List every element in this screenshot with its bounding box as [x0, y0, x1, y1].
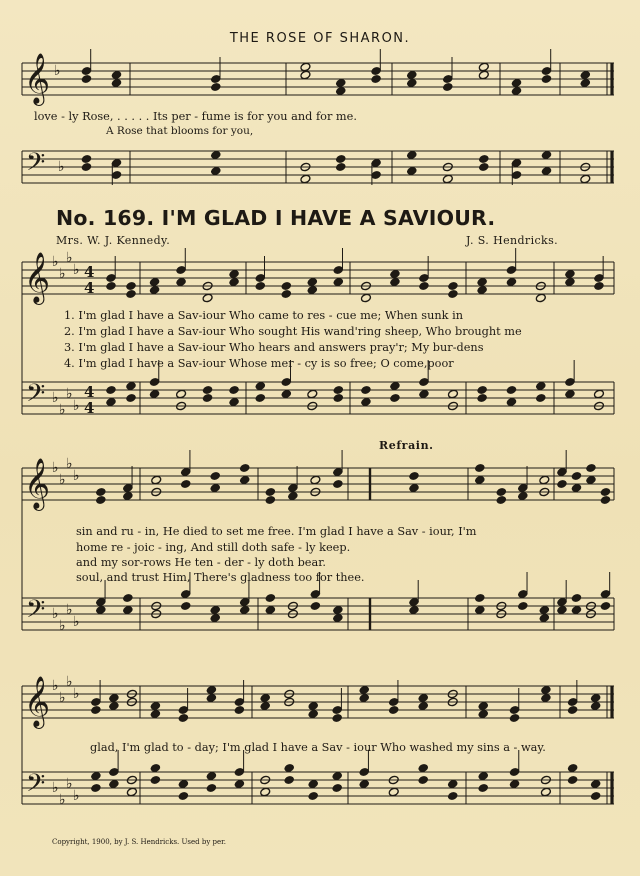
- note-head: [359, 779, 370, 789]
- note-head: [300, 70, 311, 80]
- note-head: [255, 281, 266, 291]
- hymn-title: No. 169. I'M GLAD I HAVE A SAVIOUR.: [56, 206, 496, 230]
- note-head: [389, 381, 400, 391]
- note-head: [332, 605, 343, 615]
- note-head: [517, 601, 528, 611]
- note-head: [571, 471, 582, 481]
- note-head: [593, 389, 604, 399]
- note-head: [496, 487, 507, 497]
- note-head: [229, 277, 240, 287]
- note-head: [265, 487, 276, 497]
- note-head: [81, 162, 92, 172]
- treble-clef-icon: 𝄞: [24, 458, 51, 509]
- note-head: [178, 779, 189, 789]
- note-head: [556, 479, 567, 489]
- note-head: [600, 495, 611, 505]
- author-credit: Mrs. W. J. Kennedy.: [56, 234, 171, 247]
- note-head: [308, 709, 319, 719]
- note-head: [335, 86, 346, 96]
- note-head: [442, 174, 453, 184]
- note-head: [111, 70, 122, 80]
- flat-icon: ♭: [73, 614, 80, 630]
- bass-clef-icon: 𝄢: [26, 595, 46, 630]
- note-head: [265, 593, 276, 603]
- note-head: [106, 397, 117, 407]
- note-head: [564, 277, 575, 287]
- refrain-label: Refrain.: [379, 439, 434, 452]
- note-head: [332, 713, 343, 723]
- flat-icon: ♭: [52, 460, 59, 476]
- note-head: [585, 475, 596, 485]
- note-head: [477, 285, 488, 295]
- note-head: [150, 701, 161, 711]
- note-head: [81, 74, 92, 84]
- note-head: [540, 787, 551, 797]
- note-head: [406, 78, 417, 88]
- note-head: [332, 783, 343, 793]
- note-head: [126, 281, 137, 291]
- note-head: [600, 601, 611, 611]
- flat-icon: ♭: [73, 468, 80, 484]
- note-head: [474, 463, 485, 473]
- prev-hymn-lyric-1: love - ly Rose, . . . . . Its per - fume is for you and for me.: [34, 110, 357, 123]
- note-head: [202, 385, 213, 395]
- note-head: [478, 162, 489, 172]
- note-head: [517, 491, 528, 501]
- note-head: [239, 463, 250, 473]
- flat-icon: ♭: [66, 674, 73, 690]
- note-head: [580, 174, 591, 184]
- note-head: [206, 693, 217, 703]
- note-head: [567, 763, 578, 773]
- note-head: [255, 393, 266, 403]
- note-head: [474, 593, 485, 603]
- note-head: [108, 779, 119, 789]
- note-head: [126, 289, 137, 299]
- note-head: [108, 701, 119, 711]
- note-head: [335, 78, 346, 88]
- note-head: [506, 277, 517, 287]
- note-head: [539, 605, 550, 615]
- note-head: [95, 495, 106, 505]
- note-head: [206, 771, 217, 781]
- note-head: [210, 150, 221, 160]
- flat-icon: ♭: [73, 262, 80, 278]
- time-signature-bottom: 4: [84, 279, 95, 297]
- flat-icon: ♭: [66, 386, 73, 402]
- note-head: [122, 491, 133, 501]
- note-head: [580, 78, 591, 88]
- note-head: [418, 763, 429, 773]
- note-head: [477, 277, 488, 287]
- note-head: [571, 593, 582, 603]
- note-head: [477, 385, 488, 395]
- flat-icon: ♭: [66, 776, 73, 792]
- prev-hymn-lyric-2: A Rose that blooms for you,: [106, 125, 254, 137]
- copyright-notice: Copyright, 1900, by J. S. Hendricks. Used by per.: [52, 838, 226, 846]
- verse-3-line-b: and my sor-rows He ten - der - ly doth bear.: [76, 556, 326, 569]
- flat-icon: ♭: [59, 402, 66, 418]
- note-head: [535, 381, 546, 391]
- note-head: [541, 74, 552, 84]
- note-head: [564, 269, 575, 279]
- note-head: [506, 397, 517, 407]
- note-head: [90, 705, 101, 715]
- note-head: [308, 779, 319, 789]
- time-signature-top: 4: [84, 383, 95, 401]
- note-head: [210, 613, 221, 623]
- note-head: [229, 385, 240, 395]
- flat-icon: ♭: [59, 266, 66, 282]
- note-head: [210, 483, 221, 493]
- note-head: [265, 605, 276, 615]
- note-head: [284, 775, 295, 785]
- flat-icon: ♭: [66, 250, 73, 266]
- note-head: [108, 693, 119, 703]
- note-head: [300, 62, 311, 72]
- system-3-lyric: glad, I'm glad to - day; I'm glad I have a Sav - iour Who washed my sins a - way.: [90, 741, 546, 754]
- bass-clef-icon: 𝄢: [26, 379, 46, 414]
- composer-credit: J. S. Hendricks.: [466, 234, 559, 247]
- note-head: [234, 779, 245, 789]
- note-head: [447, 281, 458, 291]
- note-head: [535, 393, 546, 403]
- note-head: [229, 269, 240, 279]
- flat-icon: ♭: [73, 686, 80, 702]
- note-head: [111, 78, 122, 88]
- note-head: [126, 393, 137, 403]
- note-head: [477, 393, 488, 403]
- note-head: [541, 150, 552, 160]
- note-head: [180, 601, 191, 611]
- note-head: [90, 771, 101, 781]
- note-head: [310, 601, 321, 611]
- note-head: [281, 389, 292, 399]
- note-head: [239, 475, 250, 485]
- note-head: [122, 593, 133, 603]
- verse-4-line-a: 4. I'm glad I have a Sav-iour Whose mer - cy is so free; O come,poor: [64, 357, 454, 370]
- note-head: [126, 787, 137, 797]
- time-signature-top: 4: [84, 263, 95, 281]
- flat-icon: ♭: [59, 690, 66, 706]
- time-signature-bottom: 4: [84, 399, 95, 417]
- flat-icon: ♭: [52, 780, 59, 796]
- note-head: [571, 605, 582, 615]
- note-head: [206, 783, 217, 793]
- note-head: [506, 385, 517, 395]
- note-head: [149, 389, 160, 399]
- note-head: [180, 479, 191, 489]
- note-head: [151, 475, 162, 485]
- note-head: [418, 389, 429, 399]
- note-head: [535, 293, 546, 303]
- flat-icon: ♭: [52, 678, 59, 694]
- verse-1-line-b: sin and ru - in, He died to set me free. I'm glad I have a Sav - iour, I'm: [76, 525, 477, 538]
- note-head: [333, 277, 344, 287]
- note-head: [178, 713, 189, 723]
- note-head: [540, 685, 551, 695]
- note-head: [442, 82, 453, 92]
- note-head: [176, 277, 187, 287]
- note-head: [335, 162, 346, 172]
- flat-icon: ♭: [59, 472, 66, 488]
- note-head: [409, 483, 420, 493]
- note-head: [389, 277, 400, 287]
- note-head: [418, 775, 429, 785]
- note-head: [447, 389, 458, 399]
- note-head: [149, 277, 160, 287]
- note-head: [307, 285, 318, 295]
- note-head: [590, 693, 601, 703]
- note-head: [478, 62, 489, 72]
- note-head: [239, 605, 250, 615]
- note-head: [281, 289, 292, 299]
- note-head: [571, 483, 582, 493]
- verse-2-line-b: home re - joic - ing, And still doth safe - ly keep.: [76, 541, 351, 554]
- note-head: [509, 779, 520, 789]
- note-head: [90, 783, 101, 793]
- note-head: [590, 701, 601, 711]
- note-head: [590, 791, 601, 801]
- note-head: [360, 397, 371, 407]
- verse-1-line-a: 1. I'm glad I have a Sav-iour Who came to res - cue me; When sunk in: [64, 309, 463, 322]
- note-head: [447, 791, 458, 801]
- note-head: [178, 791, 189, 801]
- note-head: [206, 685, 217, 695]
- flat-icon: ♭: [59, 618, 66, 634]
- flat-icon: ♭: [59, 792, 66, 808]
- note-head: [418, 693, 429, 703]
- flat-icon: ♭: [58, 159, 65, 175]
- note-head: [474, 605, 485, 615]
- note-head: [333, 393, 344, 403]
- note-head: [478, 154, 489, 164]
- note-head: [388, 787, 399, 797]
- note-head: [593, 281, 604, 291]
- note-head: [406, 166, 417, 176]
- page-header: THE ROSE OF SHARON.: [229, 31, 411, 46]
- note-head: [371, 74, 382, 84]
- note-head: [418, 281, 429, 291]
- note-head: [234, 705, 245, 715]
- note-head: [150, 775, 161, 785]
- note-head: [210, 166, 221, 176]
- flat-icon: ♭: [73, 398, 80, 414]
- note-head: [95, 605, 106, 615]
- note-head: [409, 605, 420, 615]
- note-head: [600, 487, 611, 497]
- note-head: [539, 475, 550, 485]
- note-head: [210, 605, 221, 615]
- note-head: [359, 693, 370, 703]
- note-head: [176, 389, 187, 399]
- note-head: [447, 779, 458, 789]
- note-head: [540, 693, 551, 703]
- note-head: [287, 491, 298, 501]
- note-head: [210, 471, 221, 481]
- note-head: [567, 775, 578, 785]
- note-head: [265, 495, 276, 505]
- note-head: [106, 385, 117, 395]
- note-head: [590, 779, 601, 789]
- note-head: [478, 709, 489, 719]
- verse-4-line-b: soul, and trust Him, There's gladness too for thee.: [76, 571, 365, 584]
- note-head: [389, 393, 400, 403]
- note-head: [229, 397, 240, 407]
- note-head: [307, 389, 318, 399]
- note-head: [284, 763, 295, 773]
- note-head: [406, 150, 417, 160]
- note-head: [300, 174, 311, 184]
- note-head: [260, 693, 271, 703]
- note-head: [418, 701, 429, 711]
- note-head: [567, 705, 578, 715]
- note-head: [509, 713, 520, 723]
- note-head: [359, 685, 370, 695]
- note-head: [447, 289, 458, 299]
- note-head: [388, 705, 399, 715]
- note-head: [202, 393, 213, 403]
- note-head: [556, 605, 567, 615]
- note-head: [478, 70, 489, 80]
- note-head: [307, 277, 318, 287]
- note-head: [260, 787, 271, 797]
- note-head: [281, 281, 292, 291]
- note-head: [478, 783, 489, 793]
- flat-icon: ♭: [66, 602, 73, 618]
- note-head: [210, 82, 221, 92]
- verse-2-line-a: 2. I'm glad I have a Sav-iour Who sought His wand'ring sheep, Who brought me: [64, 325, 522, 338]
- flat-icon: ♭: [66, 456, 73, 472]
- note-head: [409, 471, 420, 481]
- note-head: [260, 701, 271, 711]
- note-head: [360, 385, 371, 395]
- note-head: [474, 475, 485, 485]
- note-head: [106, 281, 117, 291]
- note-head: [95, 487, 106, 497]
- note-head: [150, 763, 161, 773]
- note-head: [511, 78, 522, 88]
- note-head: [122, 605, 133, 615]
- note-head: [406, 70, 417, 80]
- note-head: [149, 285, 160, 295]
- note-head: [255, 381, 266, 391]
- flat-icon: ♭: [52, 390, 59, 406]
- note-head: [126, 381, 137, 391]
- note-head: [541, 166, 552, 176]
- flat-icon: ♭: [73, 788, 80, 804]
- note-head: [564, 389, 575, 399]
- note-head: [308, 701, 319, 711]
- flat-icon: ♭: [52, 606, 59, 622]
- note-head: [335, 154, 346, 164]
- note-head: [332, 479, 343, 489]
- note-head: [81, 154, 92, 164]
- treble-clef-icon: 𝄞: [24, 676, 51, 727]
- flat-icon: ♭: [52, 254, 59, 270]
- note-head: [478, 701, 489, 711]
- bass-clef-icon: 𝄢: [26, 769, 46, 804]
- note-head: [310, 475, 321, 485]
- note-head: [580, 70, 591, 80]
- note-head: [539, 613, 550, 623]
- note-head: [478, 771, 489, 781]
- note-head: [150, 709, 161, 719]
- note-head: [389, 269, 400, 279]
- note-head: [332, 613, 343, 623]
- note-head: [496, 495, 507, 505]
- note-head: [332, 771, 343, 781]
- note-head: [585, 463, 596, 473]
- bass-clef-icon: 𝄢: [26, 148, 46, 183]
- note-head: [333, 385, 344, 395]
- note-head: [511, 86, 522, 96]
- verse-3-line-a: 3. I'm glad I have a Sav-iour Who hears and answers pray'r; My bur-dens: [64, 341, 484, 354]
- treble-clef-icon: 𝄞: [24, 252, 51, 303]
- note-head: [360, 293, 371, 303]
- note-head: [308, 791, 319, 801]
- treble-clef-icon: 𝄞: [24, 53, 51, 104]
- flat-icon: ♭: [54, 63, 61, 79]
- note-head: [202, 293, 213, 303]
